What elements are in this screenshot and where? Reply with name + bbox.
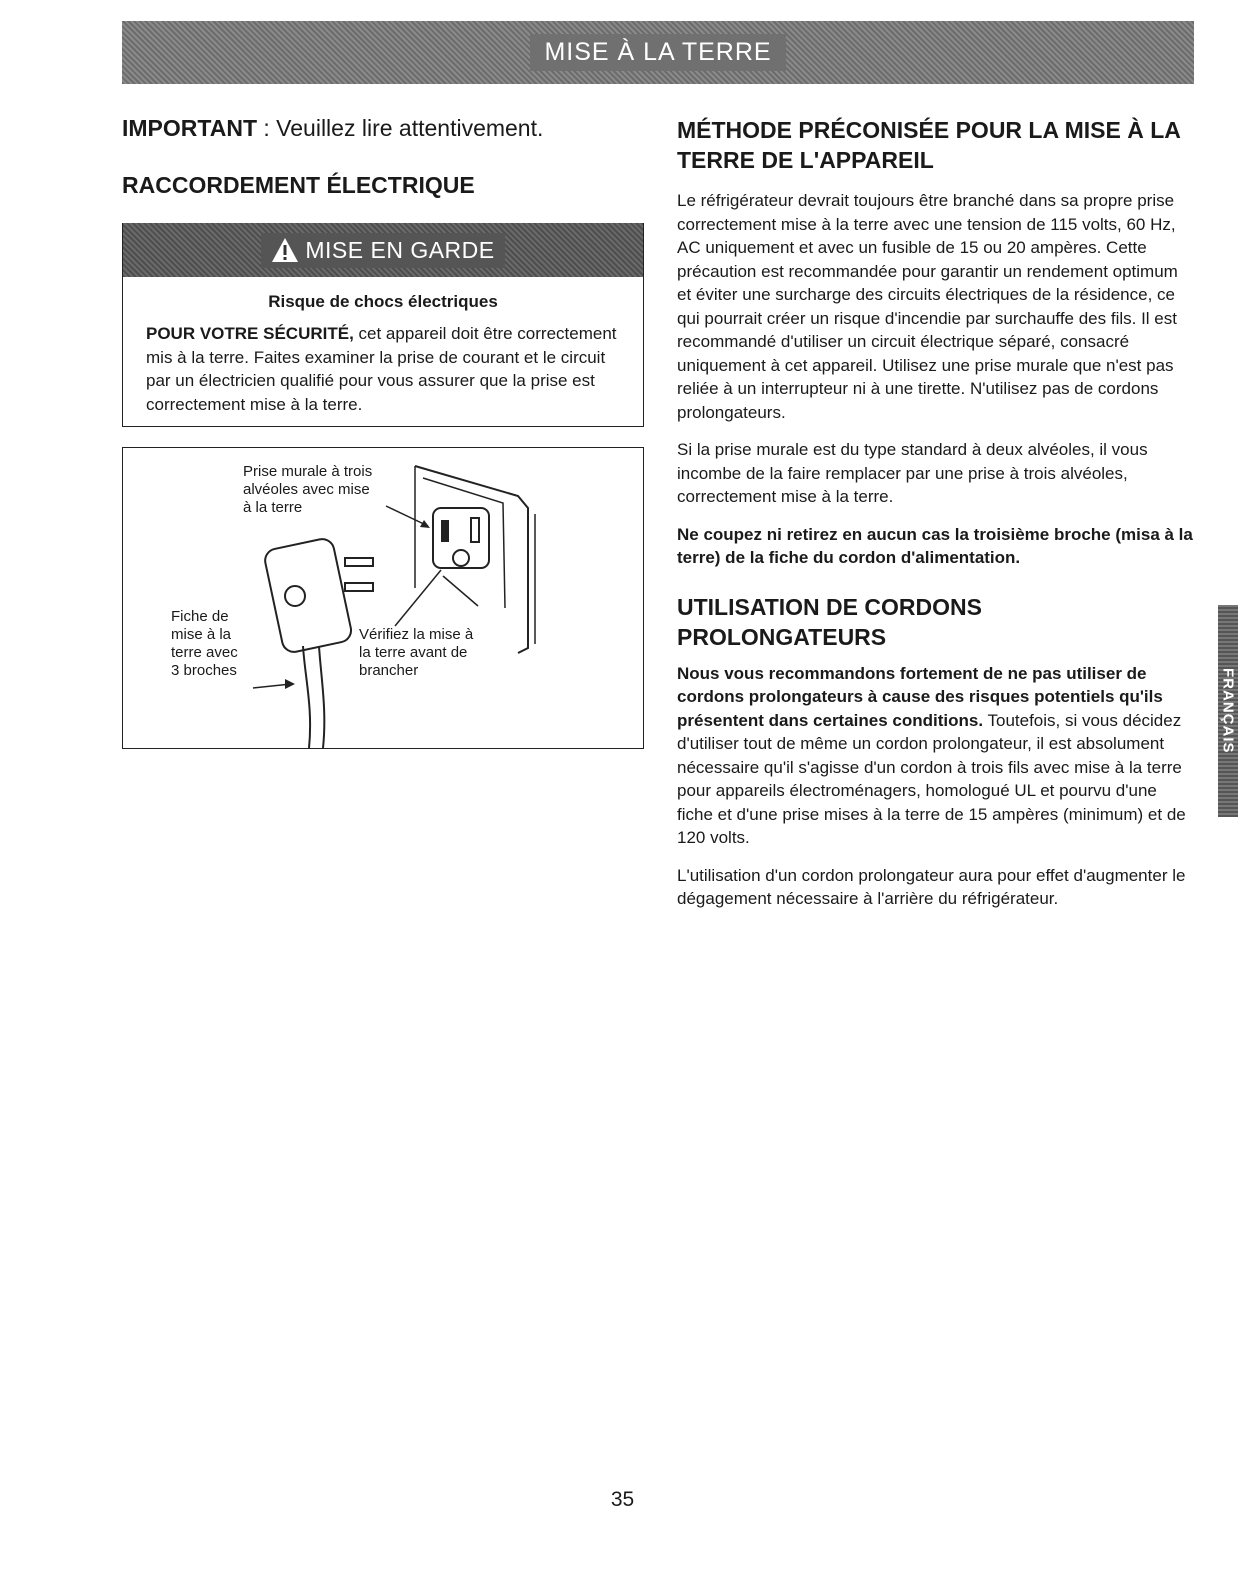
warning-text: [123, 322, 643, 426]
warning-triangle-icon: [271, 237, 299, 263]
plug-label-line: 3 broches: [171, 662, 237, 679]
important-text: : Veuillez lire attentivement.: [257, 115, 544, 141]
important-label: IMPORTANT: [122, 115, 258, 141]
left-column: [122, 115, 642, 749]
extension-bold: Nous vous recommandons fortement de ne pas utiliser de cordons prolongateurs à cause des risques potentiels qu'ils présentent dans certaines conditions.: [677, 663, 1163, 730]
paragraph-method: Le réfrigérateur devrait toujours être branché dans sa propre prise correctement mise à la terre avec une tension de 115 volts, 60 Hz, AC uniquement et avec un fusible de 15 ou 20 ampères. Cette précaution est recommandée pour garantir un rendement optimum et éviter une surcharge des circuits électriques de la résidence, ce qui pourrait créer un risque d'incendie par surchauffe des fils. Il est recommandé d'utiliser un circuit électrique séparé, consacré uniquement à cet appareil. Utilisez une prise murale que n'est pas reliée à un interrupteur ni à une tirette. N'utilisez pas de cordons prolongateurs.: [677, 191, 1178, 422]
warning-body: cet appareil doit être correctement mis à la terre. Faites examiner la prise de courant et le circuit par un électricien qualifié pour vous assurer que la prise est correctement mise à la terre.: [146, 324, 617, 414]
outlet-label-line: à la terre: [243, 499, 303, 516]
check-label-line: Vérifiez la mise à: [359, 626, 474, 643]
important-notice: [122, 115, 642, 142]
section-title-extension: UTILISATION DE CORDONS PROLONGATEURS: [677, 593, 982, 650]
side-tab-text: FRANÇAIS: [1219, 668, 1237, 754]
warning-box: [122, 223, 644, 427]
plug-outlet-illustration: [123, 448, 643, 748]
plug-label-line: terre avec: [171, 644, 238, 661]
check-label: [359, 626, 473, 680]
warning-title: MISE EN GARDE: [305, 236, 495, 263]
right-column: [677, 115, 1195, 925]
paragraph-warning: Ne coupez ni retirez en aucun cas la troisième broche (misa à la terre) de la fiche du cordon d'alimentation.: [677, 524, 1193, 567]
banner-title: MISE À LA TERRE: [530, 34, 785, 71]
warning-header: [123, 223, 643, 277]
check-label-line: brancher: [359, 662, 419, 679]
check-label-line: la terre avant de: [359, 644, 468, 661]
plug-label: [171, 608, 238, 680]
warning-subtitle: Risque de chocs électriques: [268, 292, 498, 311]
extension-text: Toutefois, si vous décidez d'utiliser tout de même un cordon prolongateur, il est absolument nécessaire qu'il s'agisse d'un cordon à trois fils avec mise à la terre pour appareils électroménagers, homologué UL et pourvu d'une fiche et d'une prise mises à la terre de 15 ampères (minimum) et de 120 volts.: [677, 710, 1186, 847]
outlet-label-line: alvéoles avec mise: [243, 481, 370, 498]
language-side-tab: [1218, 605, 1238, 817]
plug-label-line: Fiche de: [171, 608, 229, 625]
section-title-method: MÉTHODE PRÉCONISÉE POUR LA MISE À LA TERRE DE L'APPAREIL: [677, 117, 1181, 173]
paragraph-outlet: Si la prise murale est du type standard à deux alvéoles, il vous incombe de la faire remplacer par une prise à trois alvéoles, correctement mise à la terre.: [677, 440, 1148, 506]
page-number: 35: [610, 1488, 635, 1511]
paragraph-clearance: L'utilisation d'un cordon prolongateur aura pour effet d'augmenter le dégagement nécessaire à l'arrière du réfrigérateur.: [677, 865, 1186, 908]
plug-label-line: mise à la: [171, 626, 232, 643]
grounding-figure: [122, 447, 644, 749]
outlet-label: [243, 463, 372, 517]
section-title-electrical: RACCORDEMENT ÉLECTRIQUE: [122, 172, 475, 198]
section-banner: [122, 21, 1194, 84]
outlet-label-line: Prise murale à trois: [243, 463, 373, 480]
warning-lead: POUR VOTRE SÉCURITÉ,: [146, 324, 354, 343]
paragraph-extension: [677, 662, 1195, 850]
